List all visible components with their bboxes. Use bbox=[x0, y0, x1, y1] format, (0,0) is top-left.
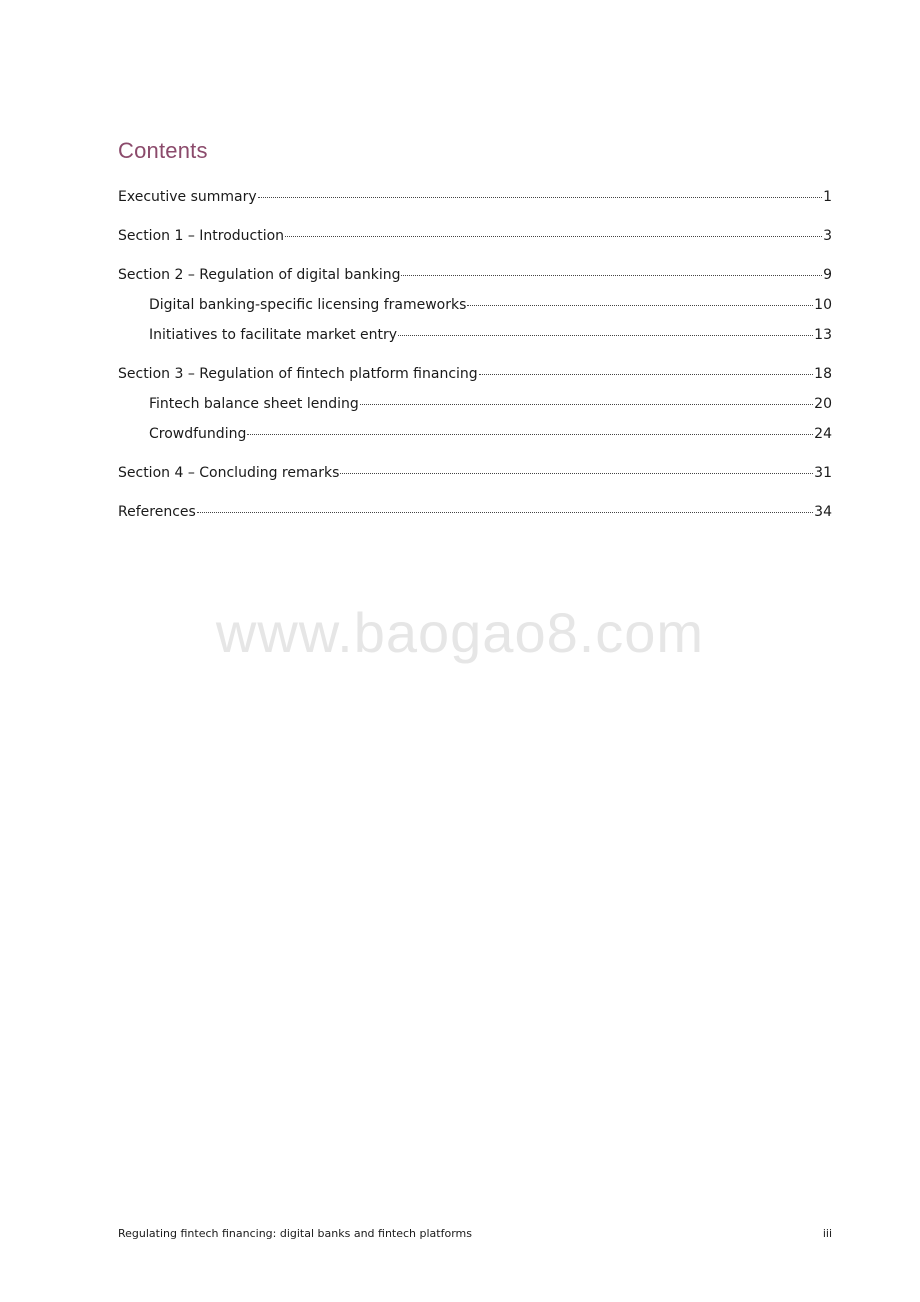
toc-entry-section-2[interactable] bbox=[118, 265, 832, 285]
toc-entry-market-entry[interactable] bbox=[149, 325, 832, 345]
footer-document-title: Regulating fintech financing: digital banks and fintech platforms bbox=[118, 1227, 472, 1240]
toc-entry-page: 31 bbox=[814, 465, 832, 481]
toc-entry-balance-sheet-lending[interactable] bbox=[149, 394, 832, 414]
toc-entry-page: 18 bbox=[814, 366, 832, 382]
toc-entry-references[interactable] bbox=[118, 502, 832, 522]
toc-dot-leader bbox=[258, 197, 822, 198]
toc-entry-title: Section 2 – Regulation of digital banking bbox=[118, 267, 401, 283]
toc-entry-title: Fintech balance sheet lending bbox=[149, 396, 359, 412]
toc-entry-crowdfunding[interactable] bbox=[149, 424, 832, 444]
toc-entry-section-1[interactable] bbox=[118, 226, 832, 246]
toc-entry-title: Section 1 – Introduction bbox=[118, 228, 285, 244]
toc-entry-page: 10 bbox=[814, 297, 832, 313]
toc-dot-leader bbox=[398, 335, 813, 336]
toc-dot-leader bbox=[197, 512, 813, 513]
toc-dot-leader bbox=[401, 275, 822, 276]
toc-entry-page: 3 bbox=[823, 228, 832, 244]
footer-page-number: iii bbox=[822, 1227, 832, 1240]
toc-entry-title: Initiatives to facilitate market entry bbox=[149, 327, 398, 343]
toc-entry-title: Section 4 – Concluding remarks bbox=[118, 465, 340, 481]
toc-entry-licensing-frameworks[interactable] bbox=[149, 295, 832, 315]
toc-entry-page: 9 bbox=[823, 267, 832, 283]
toc-entry-title: Crowdfunding bbox=[149, 426, 247, 442]
toc-entry-title: Digital banking-specific licensing frameworks bbox=[149, 297, 467, 313]
toc-entry-page: 34 bbox=[814, 504, 832, 520]
toc-dot-leader bbox=[360, 404, 813, 405]
toc-entry-page: 13 bbox=[814, 327, 832, 343]
toc-entry-page: 24 bbox=[814, 426, 832, 442]
toc-entry-section-3[interactable] bbox=[118, 364, 832, 384]
toc-entry-section-4[interactable] bbox=[118, 463, 832, 483]
toc-entry-page: 1 bbox=[823, 189, 832, 205]
toc-entry-executive-summary[interactable] bbox=[118, 187, 832, 207]
watermark: www.baogao8.com bbox=[215, 601, 705, 664]
toc-entry-page: 20 bbox=[814, 396, 832, 412]
toc-dot-leader bbox=[285, 236, 822, 237]
toc-entry-title: References bbox=[118, 504, 196, 520]
toc-entry-title: Executive summary bbox=[118, 189, 257, 205]
toc-dot-leader bbox=[479, 374, 814, 375]
toc-dot-leader bbox=[340, 473, 813, 474]
toc-dot-leader bbox=[467, 305, 813, 306]
toc-dot-leader bbox=[247, 434, 813, 435]
contents-heading: Contents bbox=[118, 138, 208, 163]
toc-entry-title: Section 3 – Regulation of fintech platform financing bbox=[118, 366, 478, 382]
